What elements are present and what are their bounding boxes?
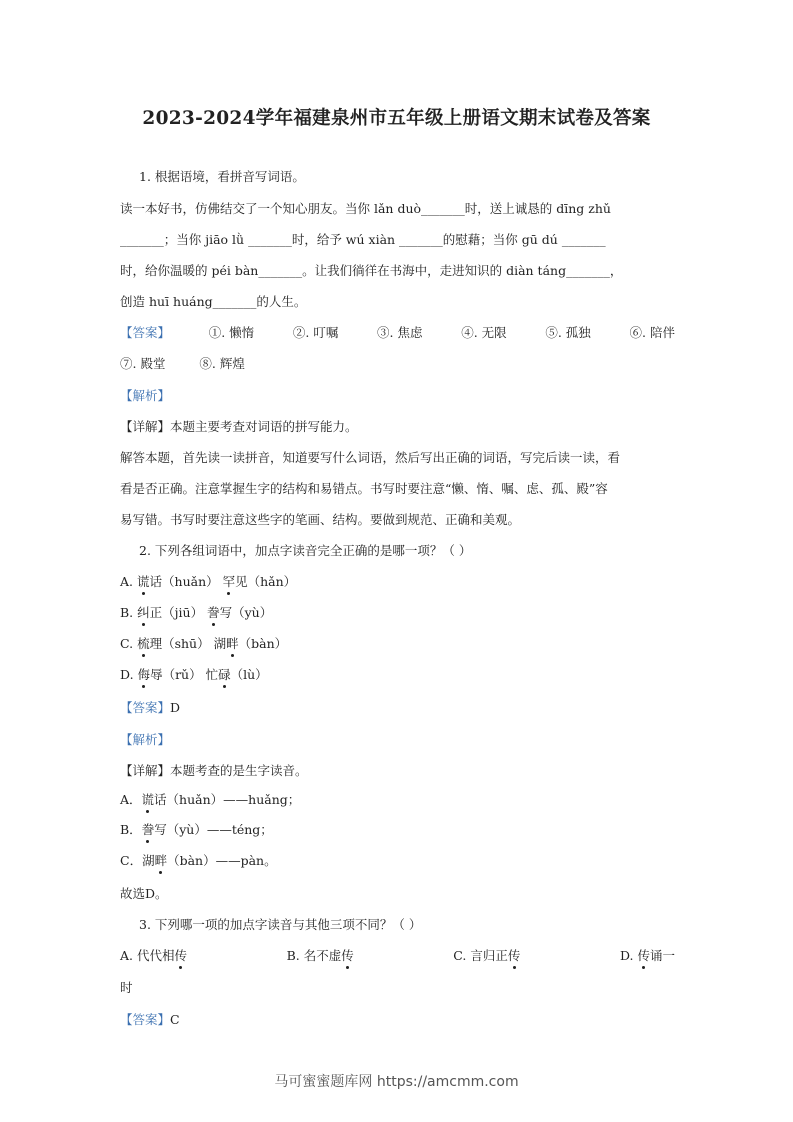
question-2-option-d (120, 665, 268, 683)
detail-line-b (120, 820, 273, 838)
option-letter: C. (120, 636, 134, 651)
footer-watermark: 马可蜜蜜题库网 https://amcmm.com (274, 1074, 519, 1090)
detail-text: 写（yù）——téng； (154, 822, 273, 837)
detail-line-c (120, 851, 277, 869)
question-1-answer-row-2 (120, 354, 245, 372)
question-1-passage-line: _______；当你 jiāo lǜ _______时，给予 wú xiàn _______的慰藉；当你 gū dú _______ (120, 232, 606, 247)
page-title: 2023-2024学年福建泉州市五年级上册语文期末试卷及答案 (142, 108, 651, 129)
question-1-passage-line: 创造 huī huáng_______的人生。 (120, 294, 307, 309)
dotted-char: 谎 (137, 574, 150, 589)
answer-label: 【答案】 (120, 325, 171, 340)
answer-item: ⑦. 殿堂 (120, 356, 166, 371)
answer-label: 【答案】 (120, 1012, 171, 1027)
dotted-char: 碌 (218, 667, 231, 682)
option-letter: D. (120, 667, 134, 682)
question-3-option-a: A. 代代相传 (120, 948, 187, 963)
answer-item: ③. 焦虑 (377, 325, 423, 340)
dotted-char: 纠 (137, 605, 150, 620)
option-text: 忙 (205, 667, 219, 682)
option-text: 写（yù） (219, 605, 273, 620)
answer-item: ⑧. 辉煌 (199, 356, 245, 371)
detail-prefix: B． (120, 822, 142, 837)
option-letter: A. (120, 574, 134, 589)
dotted-char: 传 (507, 948, 521, 963)
question-3-option-d: D. 传诵一 (619, 948, 675, 963)
option-text: （lù） (230, 667, 268, 682)
analysis-label: 【解析】 (120, 732, 171, 747)
dotted-char: 传 (637, 948, 650, 963)
detail-text: 话（huǎn）——huǎng； (154, 792, 301, 807)
explanation-line: 易写错。书写时要注意这些字的笔画、结构。要做到规范、正确和美观。 (120, 512, 521, 527)
question-1-stem: 1. 根据语境，看拼音写词语。 (139, 169, 305, 184)
question-3-option-c: C. 言归正传 (453, 948, 521, 963)
detail-prefix: C．湖 (120, 853, 155, 868)
answer-label: 【答案】 (120, 700, 171, 715)
question-1-passage-line: 读一本好书，仿佛结交了一个知心朋友。当你 lǎn duò_______时，送上诚恳的 dīng zhǔ (120, 201, 611, 216)
question-2-option-c (120, 634, 287, 652)
conclusion-text: 故选D。 (120, 886, 168, 901)
explanation-line: 解答本题，首先读一读拼音，知道要写什么词语，然后写出正确的词语，写完后读一读，看 (120, 450, 621, 465)
option-text: 话（huǎn） (149, 574, 219, 589)
detail-prefix: A． (120, 792, 142, 807)
detail-line-a (120, 790, 300, 808)
explanation-line: 看是否正确。注意掌握生字的结构和易错点。书写时要注意“懒、惰、嘱、虑、孤、殿”容 (120, 481, 608, 496)
dotted-char: 谎 (141, 792, 155, 807)
option-text: 湖 (213, 636, 227, 651)
dotted-char: 畔 (226, 636, 239, 651)
dotted-char: 梳 (137, 636, 150, 651)
option-text: 辱（rǔ） (150, 667, 202, 682)
answer-item: ④. 无限 (461, 325, 507, 340)
question-2-stem: 2. 下列各组词语中，加点字读音完全正确的是哪一项？（ ） (139, 543, 472, 558)
answer-value: D (170, 700, 181, 715)
detail-text: （bàn）——pàn。 (167, 853, 277, 868)
question-3-option-wrap: 时 (120, 980, 133, 995)
question-3-answer (120, 1010, 180, 1028)
dotted-char: 畔 (154, 853, 168, 868)
dotted-char: 罕 (222, 574, 236, 589)
question-1-answer-row (120, 323, 675, 341)
option-text: 见（hǎn） (235, 574, 297, 589)
question-3-stem: 3. 下列哪一项的加点字读音与其他三项不同？（ ） (139, 917, 422, 932)
answer-item: ①. 懒惰 (208, 325, 255, 340)
dotted-char: 誊 (141, 822, 155, 837)
dotted-char: 传 (341, 948, 354, 963)
option-text: 正（jiū） (149, 605, 204, 620)
question-3-options (120, 946, 675, 964)
question-3-option-b: B. 名不虚传 (286, 948, 354, 963)
analysis-label: 【解析】 (120, 388, 171, 403)
question-2-option-a (120, 572, 296, 590)
question-1-passage-line: 时，给你温暖的 péi bàn_______。让我们徜徉在书海中，走进知识的 diàn táng_______， (120, 263, 623, 278)
question-2-answer (120, 698, 180, 716)
dotted-char: 侮 (137, 667, 151, 682)
option-letter: B. (120, 605, 134, 620)
answer-value: C (170, 1012, 180, 1027)
detail-text: 【详解】本题主要考查对词语的拼写能力。 (120, 419, 358, 434)
answer-item: ⑤. 孤独 (545, 325, 591, 340)
detail-text: 【详解】本题考查的是生字读音。 (120, 763, 308, 778)
answer-item: ⑥. 陪伴 (629, 325, 675, 340)
dotted-char: 誊 (207, 605, 220, 620)
answer-item: ②. 叮嘱 (292, 325, 339, 340)
dotted-char: 传 (174, 948, 187, 963)
option-text: 理（shū） (149, 636, 210, 651)
option-text: （bàn） (238, 636, 288, 651)
question-2-option-b (120, 603, 272, 621)
